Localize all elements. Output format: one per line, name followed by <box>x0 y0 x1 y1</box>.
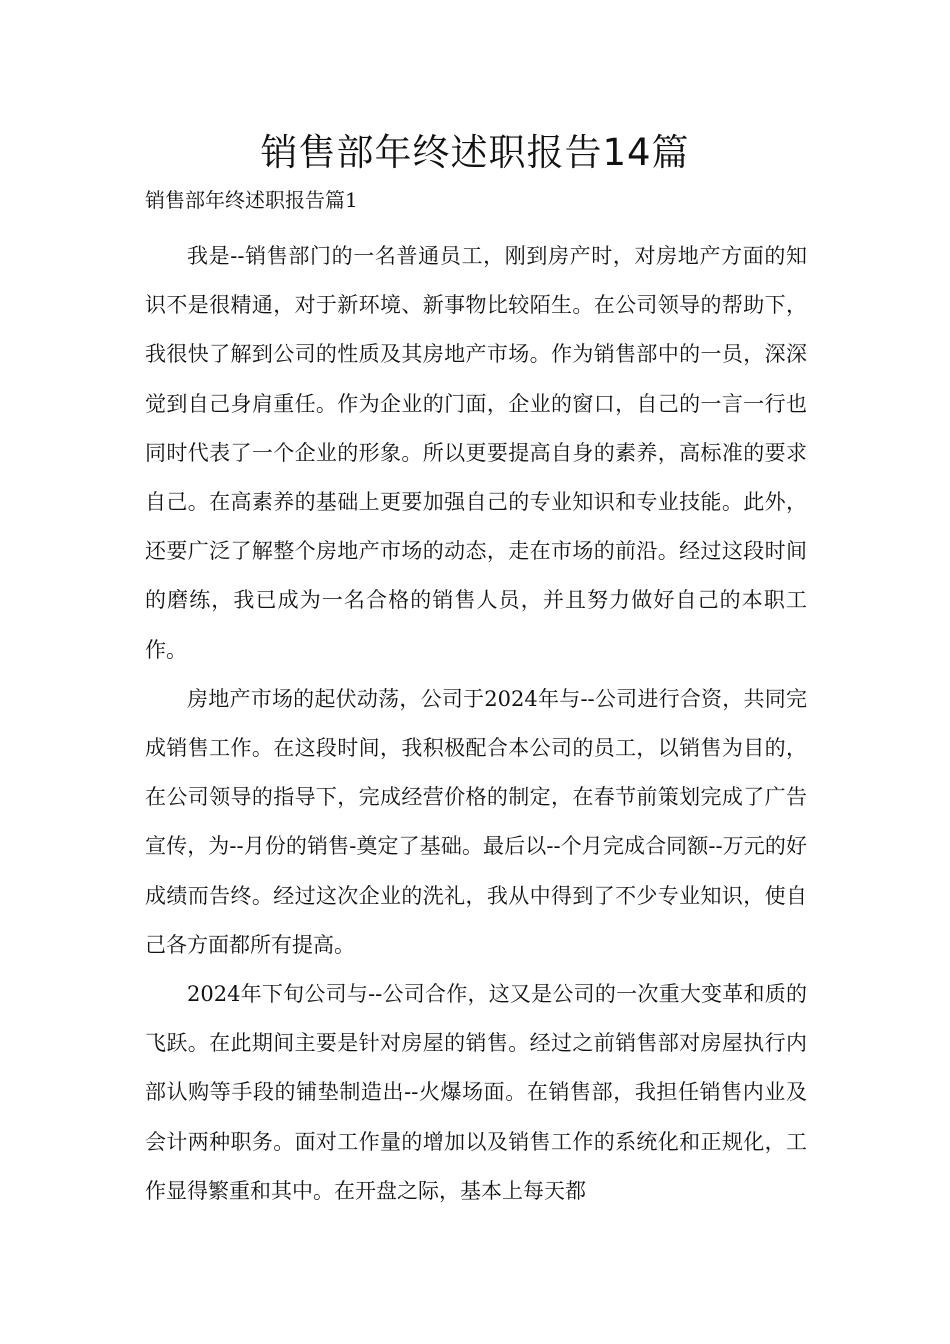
document-title: 销售部年终述职报告14篇 <box>260 131 690 174</box>
paragraph-2: 房地产市场的起伏动荡，公司于2024年与--公司进行合资，共同完成销售工作。在这段时间，我积极配合本公司的员工，以销售为目的，在公司领导的指导下，完成经营价格的制定，在春节前策划完成了广告宣传，为--月份的销售-奠定了基础。最后以--个月完成合同额--万元的好成绩而告终。经过这次企业的洗礼，我从中得到了不少专业知识，使自己各方面都所有提高。 <box>145 686 807 957</box>
section-heading: 销售部年终述职报告篇1 <box>145 188 358 212</box>
document-body <box>145 232 807 1216</box>
paragraph-3: 2024年下旬公司与--公司合作，这又是公司的一次重大变革和质的飞跃。在此期间主要是针对房屋的销售。经过之前销售部对房屋执行内部认购等手段的铺垫制造出--火爆场面。在销售部，我担任销售内业及会计两种职务。面对工作量的增加以及销售工作的系统化和正规化，工作显得繁重和其中。在开盘之际，基本上每天都 <box>145 982 807 1203</box>
paragraph-1: 我是--销售部门的一名普通员工，刚到房产时，对房地产方面的知识不是很精通，对于新环境、新事物比较陌生。在公司领导的帮助下，我很快了解到公司的性质及其房地产市场。作为销售部中的一员，深深觉到自己身肩重任。作为企业的门面，企业的窗口，自己的一言一行也同时代表了一个企业的形象。所以更要提高自身的素养，高标准的要求自己。在高素养的基础上更要加强自己的专业知识和专业技能。此外，还要广泛了解整个房地产市场的动态，走在市场的前沿。经过这段时间的磨练，我已成为一名合格的销售人员，并且努力做好自己的本职工作。 <box>145 244 807 662</box>
